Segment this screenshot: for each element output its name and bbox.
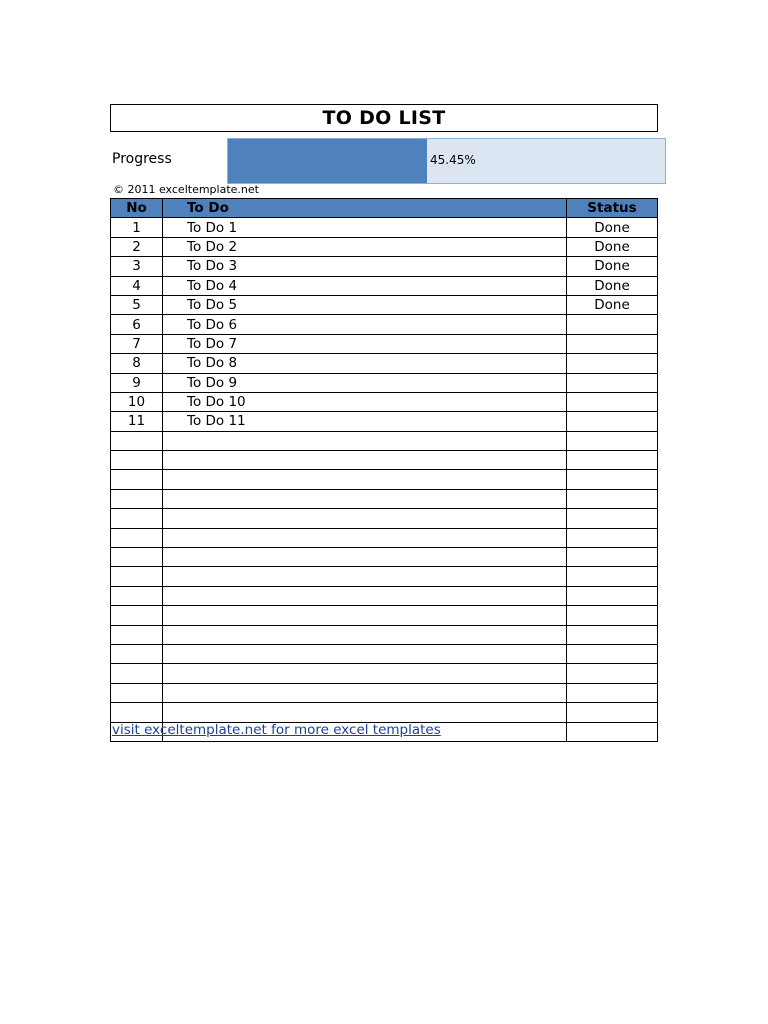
cell-status[interactable]: Done [567, 257, 658, 276]
progress-label: Progress [112, 151, 172, 167]
cell-no[interactable]: 1 [111, 218, 163, 237]
cell-todo[interactable]: To Do 10 [163, 392, 567, 411]
cell-status[interactable] [567, 664, 658, 683]
cell-status[interactable] [567, 548, 658, 567]
table-row [111, 431, 658, 450]
cell-status[interactable] [567, 354, 658, 373]
table-row [111, 528, 658, 547]
todo-table-body [111, 218, 658, 742]
page-title: TO DO LIST [110, 104, 658, 132]
cell-status[interactable] [567, 683, 658, 702]
cell-status[interactable] [567, 528, 658, 547]
table-row [111, 586, 658, 605]
cell-todo[interactable]: To Do 5 [163, 295, 567, 314]
cell-status[interactable] [567, 334, 658, 353]
cell-status[interactable] [567, 392, 658, 411]
cell-status[interactable] [567, 625, 658, 644]
table-row [111, 392, 658, 411]
table-row [111, 703, 658, 722]
table-row [111, 451, 658, 470]
table-header-row [111, 199, 658, 218]
cell-status[interactable] [567, 431, 658, 450]
table-row [111, 683, 658, 702]
cell-no[interactable]: 6 [111, 315, 163, 334]
cell-todo[interactable] [163, 664, 567, 683]
cell-no[interactable]: 3 [111, 257, 163, 276]
cell-todo[interactable] [163, 606, 567, 625]
header-no: No [111, 199, 163, 218]
table-row [111, 644, 658, 663]
cell-todo[interactable] [163, 528, 567, 547]
cell-status[interactable] [567, 412, 658, 431]
cell-no[interactable]: 5 [111, 295, 163, 314]
cell-todo[interactable] [163, 470, 567, 489]
cell-todo[interactable]: To Do 4 [163, 276, 567, 295]
cell-no[interactable] [111, 431, 163, 450]
cell-no[interactable] [111, 509, 163, 528]
cell-todo[interactable] [163, 567, 567, 586]
table-row [111, 567, 658, 586]
cell-no[interactable]: 9 [111, 373, 163, 392]
table-row [111, 664, 658, 683]
table-row [111, 315, 658, 334]
progress-fill [228, 139, 427, 183]
cell-todo[interactable]: To Do 6 [163, 315, 567, 334]
cell-no[interactable] [111, 644, 163, 663]
cell-status[interactable] [567, 703, 658, 722]
cell-status[interactable]: Done [567, 295, 658, 314]
cell-todo[interactable] [163, 548, 567, 567]
header-status: Status [567, 199, 658, 218]
cell-status[interactable] [567, 489, 658, 508]
cell-todo[interactable]: To Do 9 [163, 373, 567, 392]
cell-no[interactable] [111, 528, 163, 547]
cell-status[interactable] [567, 586, 658, 605]
cell-no[interactable] [111, 586, 163, 605]
cell-todo[interactable]: To Do 7 [163, 334, 567, 353]
cell-no[interactable]: 8 [111, 354, 163, 373]
cell-todo[interactable] [163, 431, 567, 450]
cell-status[interactable] [567, 567, 658, 586]
cell-no[interactable] [111, 683, 163, 702]
cell-status[interactable] [567, 373, 658, 392]
cell-todo[interactable] [163, 509, 567, 528]
cell-status[interactable] [567, 606, 658, 625]
cell-todo[interactable] [163, 683, 567, 702]
cell-todo[interactable]: To Do 2 [163, 237, 567, 256]
cell-todo[interactable]: To Do 3 [163, 257, 567, 276]
table-row [111, 295, 658, 314]
cell-no[interactable] [111, 470, 163, 489]
cell-todo[interactable] [163, 625, 567, 644]
table-row [111, 489, 658, 508]
cell-no[interactable]: 4 [111, 276, 163, 295]
progress-percent: 45.45% [430, 153, 476, 167]
cell-status[interactable] [567, 470, 658, 489]
cell-status[interactable] [567, 644, 658, 663]
cell-no[interactable] [111, 703, 163, 722]
cell-status[interactable] [567, 315, 658, 334]
cell-no[interactable] [111, 451, 163, 470]
cell-no[interactable]: 2 [111, 237, 163, 256]
table-row [111, 412, 658, 431]
table-row [111, 218, 658, 237]
table-row [111, 276, 658, 295]
cell-status[interactable] [567, 451, 658, 470]
progress-bar [227, 138, 666, 184]
table-row [111, 470, 658, 489]
todo-table [110, 198, 658, 742]
copyright-notice: © 2011 exceltemplate.net [113, 183, 259, 196]
table-row [111, 237, 658, 256]
cell-no[interactable] [111, 606, 163, 625]
cell-no[interactable] [111, 664, 163, 683]
cell-todo[interactable] [163, 644, 567, 663]
cell-no[interactable] [111, 548, 163, 567]
table-row [111, 606, 658, 625]
cell-todo[interactable] [163, 451, 567, 470]
cell-todo[interactable] [163, 586, 567, 605]
cell-status[interactable]: Done [567, 237, 658, 256]
cell-status[interactable] [567, 509, 658, 528]
cell-todo[interactable] [163, 489, 567, 508]
cell-todo[interactable]: To Do 1 [163, 218, 567, 237]
cell-no[interactable] [111, 489, 163, 508]
header-todo: To Do [163, 199, 567, 218]
footer-link[interactable]: visit exceltemplate.net for more excel templates [112, 722, 441, 738]
table-row [111, 354, 658, 373]
cell-no[interactable] [111, 567, 163, 586]
cell-todo[interactable] [163, 703, 567, 722]
table-row [111, 625, 658, 644]
table-row [111, 257, 658, 276]
table-row [111, 509, 658, 528]
cell-status[interactable] [567, 722, 658, 741]
cell-todo[interactable]: To Do 11 [163, 412, 567, 431]
cell-no[interactable] [111, 625, 163, 644]
cell-status[interactable]: Done [567, 218, 658, 237]
cell-status[interactable]: Done [567, 276, 658, 295]
table-row [111, 373, 658, 392]
table-row [111, 334, 658, 353]
cell-no[interactable]: 11 [111, 412, 163, 431]
table-row [111, 548, 658, 567]
cell-no[interactable]: 7 [111, 334, 163, 353]
cell-no[interactable]: 10 [111, 392, 163, 411]
cell-todo[interactable]: To Do 8 [163, 354, 567, 373]
